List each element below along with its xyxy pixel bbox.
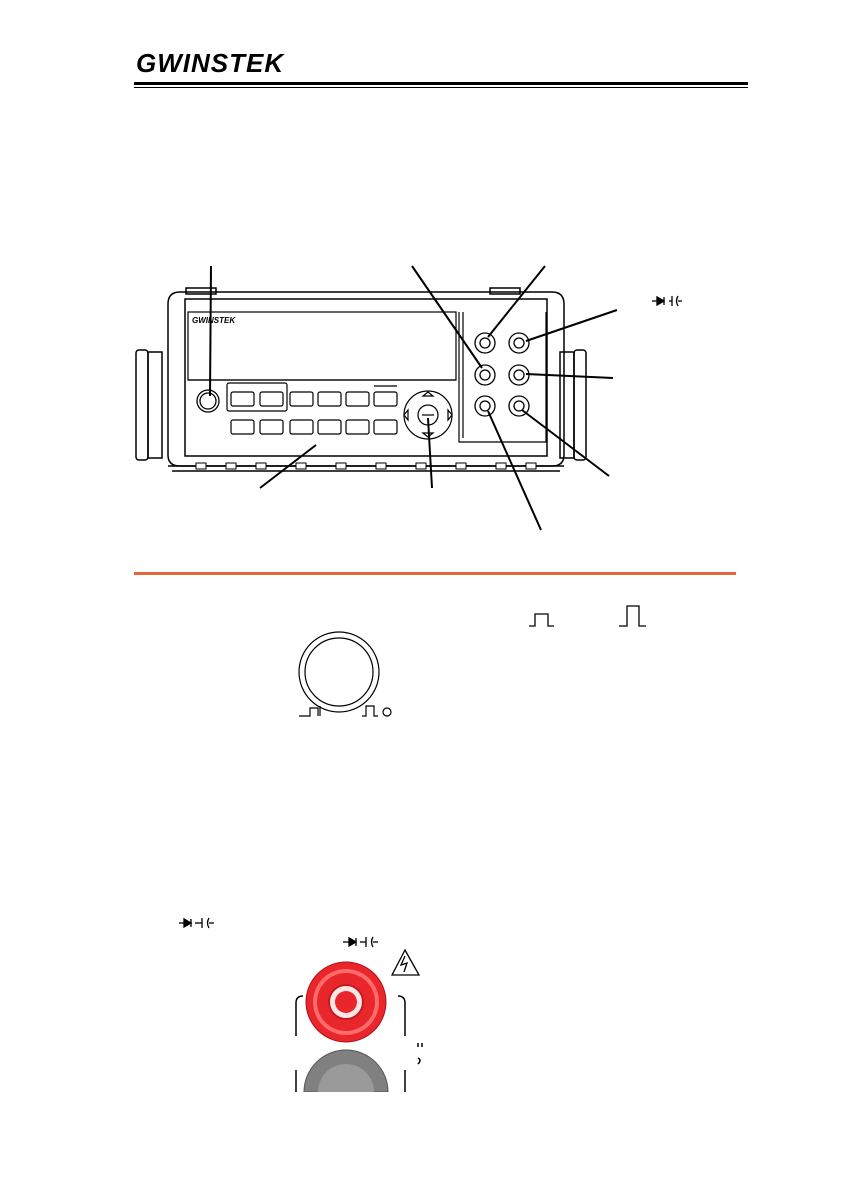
diode-capacitor-icon [652,296,682,306]
diode-capacitor-icon [343,937,378,947]
red-input-terminal [306,962,386,1042]
carry-handle-left [136,350,162,460]
diode-capacitor-icon [179,918,214,928]
warning-triangle-icon [392,950,419,975]
gwinstek-logo: GWINSTEK [136,48,285,78]
power-switch-icon [529,606,646,626]
panel-logo: GWINSTEK [192,316,236,325]
power-button [197,390,219,412]
gray-input-terminal [304,1050,388,1092]
callout-lines [210,266,617,530]
power-switch-detail [299,632,391,716]
terminal-panel [459,312,546,442]
input-terminals [475,333,529,416]
section-divider [134,572,736,575]
keypad [227,383,397,434]
